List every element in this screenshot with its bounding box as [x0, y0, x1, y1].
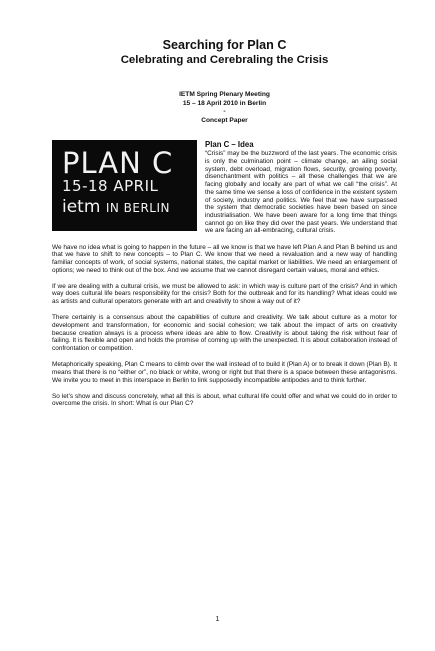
- plan-c-logo-image: [52, 140, 197, 231]
- section-heading: Plan C – Idea: [205, 140, 254, 150]
- document-page: [0, 38, 435, 651]
- paragraph-3: If we are dealing with a cultural crisis, we must be allowed to ask: in which way is culture part of the crisis? And in which way does cultural life bears responsibility for the crisis? Both for the outbreak and for its handling? What ideas could we as artists and cultural operators generate with art and creativity to show a way out of it?: [52, 282, 397, 306]
- logo-brand-line: [62, 195, 189, 220]
- logo-city: IN BERLIN: [105, 201, 171, 216]
- paragraph-1: “Crisis” may be the buzzword of the last years. The economic crisis is only the culmination point – climate change, an ailing social system, debt overload, migration flows, security, growing poverty, disenchantment with politics – all these challenges that we are facing globally and locally are part of what we call “the crisis”. At the same time we sense a loss of confidence in the existent system of society, industry and politics. We feel that we have surpassed the system that democratic societies have been based on since industrialisation. We have been aware for a long time that things cannot go on like they did over the past years. We understand that we are facing an all-embracing, cultural crisis.: [205, 150, 397, 235]
- document-type: Concept Paper: [201, 116, 248, 124]
- paragraph-4: There certainly is a consensus about the capabilities of culture and creativity. We talk about culture as a motor for development and transformation, for economic and social cohesion; we talk about the impact of arts on creativity because creation always is a process where ideas are able to flow. Creativity is about taking the risk without fear of failing. It is flexible and open and holds the promise of coming up with the unexpected. It is about collaboration instead of confrontation or competition.: [52, 314, 397, 353]
- meeting-separator: -: [223, 108, 226, 116]
- logo-dates: 15-18 APRIL: [62, 177, 159, 196]
- page-number: 1: [215, 616, 220, 623]
- meeting-dates: 15 – 18 April 2010 in Berlin: [182, 99, 267, 107]
- paragraph-6: So let’s show and discuss concretely, what all this is about, what cultural life could offer and what we could do in order to overcome the crisis. In short: What is our Plan C?: [52, 392, 397, 408]
- plan-c-idea-section: [52, 140, 397, 408]
- paragraph-2: We have no idea what is going to happen in the future – all we know is that we have left Plan A and Plan B behind us and that we have to shift to new concepts – to Plan C. We know that we need a revaluation and a new way of handling familiar concepts of work, of social systems, national states, the capital market or liabilities. We need an enlargement of options; we need to think out of the box. And we assume that we cannot disregard certain values, moral and ethics.: [52, 243, 397, 274]
- logo-brand: ietm: [62, 197, 101, 218]
- meeting-name: IETM Spring Plenary Meeting: [179, 91, 270, 98]
- document-subtitle: Celebrating and Cerebraling the Crisis: [120, 54, 329, 66]
- logo-plan-c: PLAN C: [62, 146, 174, 181]
- document-title: Searching for Plan C: [162, 38, 287, 52]
- meeting-info: [52, 91, 397, 125]
- paragraph-5: Metaphorically speaking, Plan C means to climb over the wall instead of to build it (Plan A) or to break it down (Plan B). It means that there is no “either or”, no black or white, wrong or right but that there is a space between these antagonisms. We invite you to meet in this interspace in Berlin to link supposedly incompatible antipodes and to think further.: [52, 361, 397, 384]
